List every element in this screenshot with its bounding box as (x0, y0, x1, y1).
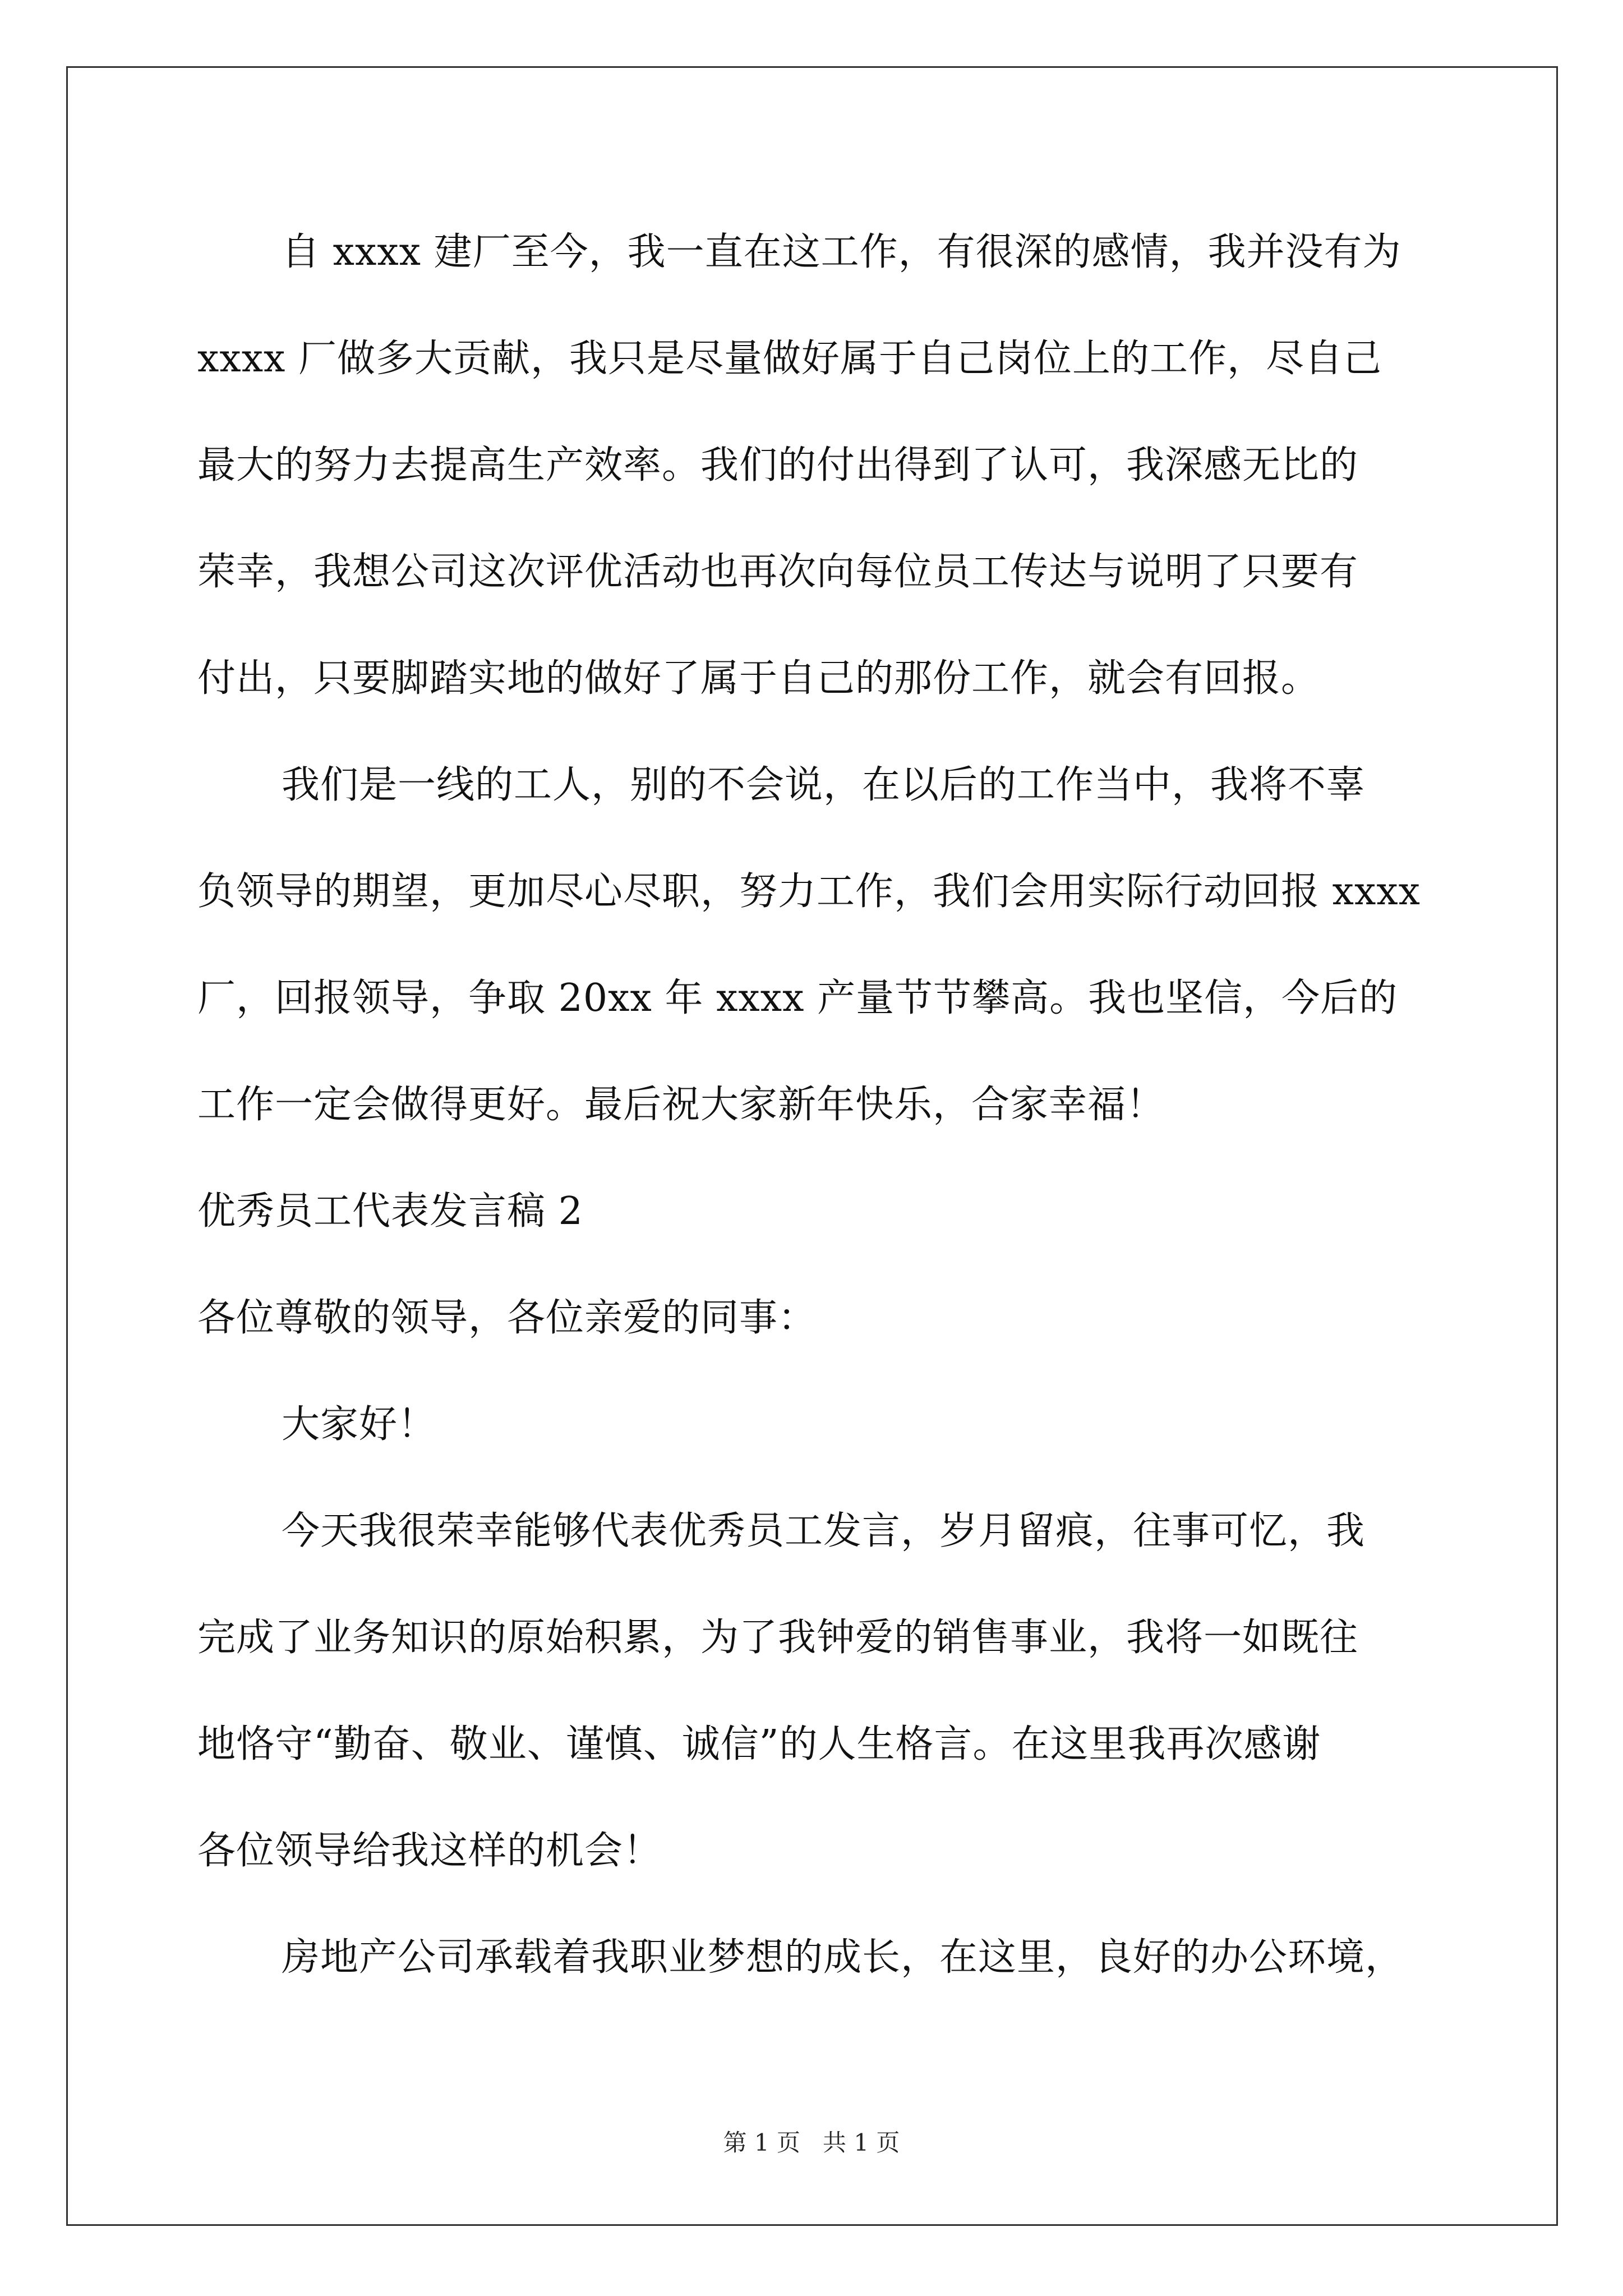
paragraph-line: 各位领导给我这样的机会！ (197, 1829, 662, 1873)
page-number: 第 1 页 (723, 2129, 800, 2156)
paragraph-line: 负领导的期望，更加尽心尽职，努力工作，我们会用实际行动回报 xxxx (197, 869, 1421, 914)
paragraph-line: 完成了业务知识的原始积累，为了我钟爱的销售事业，我将一如既往 (197, 1616, 1359, 1660)
page-footer (0, 2126, 1623, 2160)
paragraph-line: 付出，只要脚踏实地的做好了属于自己的那份工作，就会有回报。 (197, 656, 1320, 701)
salutation: 各位尊敬的领导，各位亲爱的同事： (197, 1296, 817, 1340)
paragraph-line: xxxx 厂做多大贡献，我只是尽量做好属于自己岗位上的工作，尽自己 (197, 337, 1382, 381)
greeting: 大家好！ (282, 1402, 437, 1447)
paragraph-line: 自 xxxx 建厂至今，我一直在这工作，有很深的感情，我并没有为 (282, 230, 1401, 274)
paragraph-line: 房地产公司承载着我职业梦想的成长，在这里，良好的办公环境， (282, 1935, 1404, 1980)
paragraph-line: 厂，回报领导，争取 20xx 年 xxxx 产量节节攀高。我也坚信，今后的 (197, 976, 1398, 1020)
paragraph-line: 我们是一线的工人，别的不会说，在以后的工作当中，我将不辜 (282, 763, 1366, 807)
section-heading: 优秀员工代表发言稿 2 (197, 1189, 583, 1234)
paragraph-line: 地恪守“勤奋、敬业、谨慎、诚信”的人生格言。在这里我再次感谢 (197, 1722, 1321, 1766)
page-total: 共 1 页 (823, 2129, 900, 2156)
paragraph-line: 最大的努力去提高生产效率。我们的付出得到了认可，我深感无比的 (197, 443, 1359, 487)
paragraph-line: 今天我很荣幸能够代表优秀员工发言，岁月留痕，往事可忆，我 (282, 1509, 1366, 1553)
paragraph-line: 工作一定会做得更好。最后祝大家新年快乐，合家幸福！ (197, 1083, 1165, 1127)
page-border (66, 66, 1558, 2226)
paragraph-line: 荣幸，我想公司这次评优活动也再次向每位员工传达与说明了只要有 (197, 550, 1359, 594)
